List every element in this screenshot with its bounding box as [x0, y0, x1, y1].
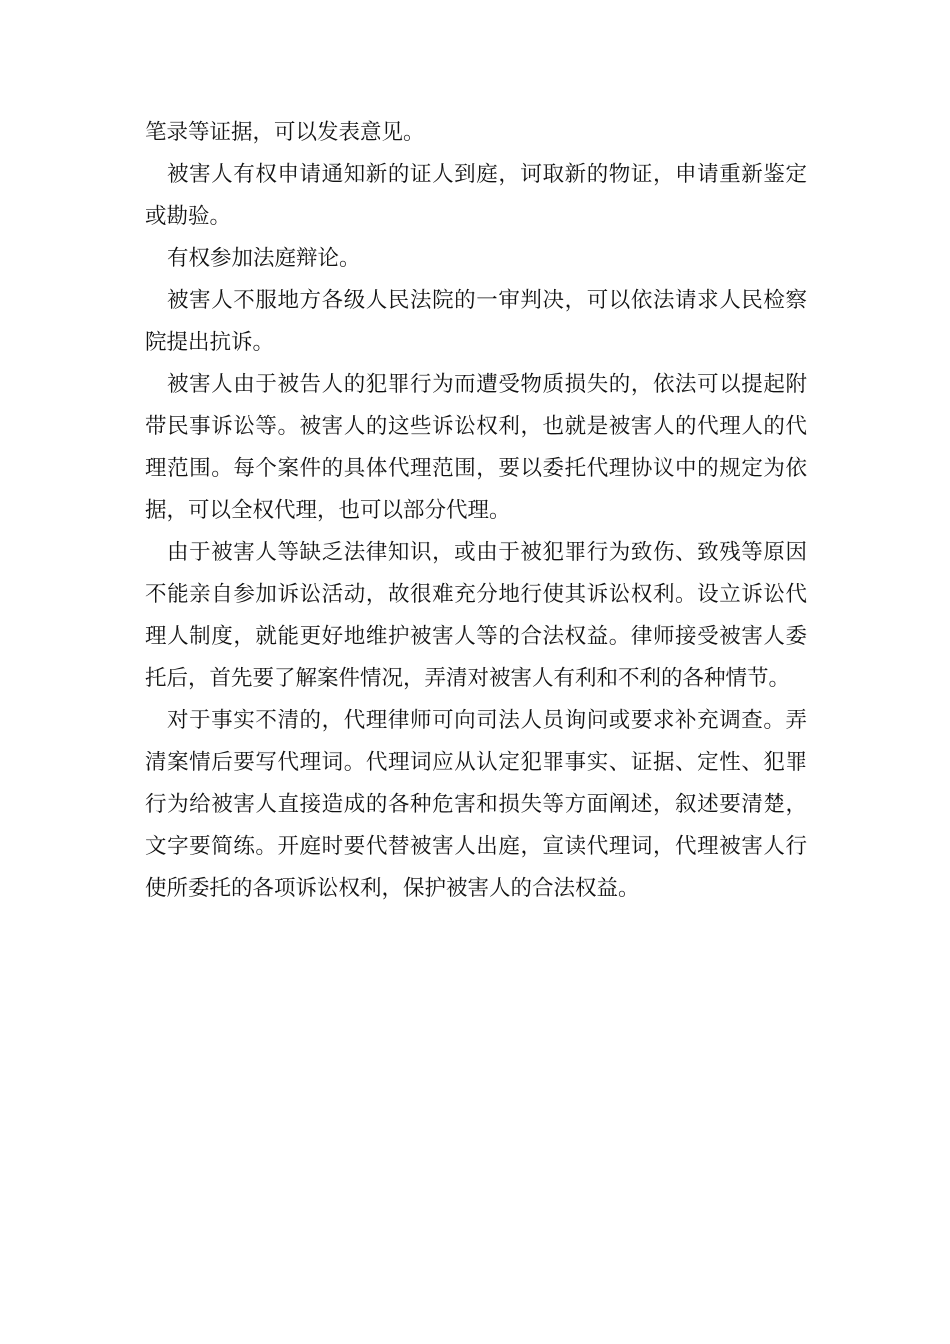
document-body — [145, 112, 807, 910]
paragraph-agent-duties: 对于事实不清的，代理律师可向司法人员询问或要求补充调查。弄清案情后要写代理词。代理词应从认定犯罪事实、证据、定性、犯罪行为给被害人直接造成的各种危害和损失等方面阐述，叙述要清楚，文字要简练。开庭时要代替被害人出庭，宣读代理词，代理被害人行使所委托的各项诉讼权利，保护被害人的合法权益。 — [145, 708, 807, 901]
paragraph-protest: 被害人不服地方各级人民法院的一审判决，可以依法请求人民检察院提出抗诉。 — [145, 288, 807, 355]
paragraph-agent-system: 由于被害人等缺乏法律知识，或由于被犯罪行为致伤、致残等原因不能亲自参加诉讼活动，故很难充分地行使其诉讼权利。设立诉讼代理人制度，就能更好地维护被害人等的合法权益。律师接受被害人委托后，首先要了解案件情况，弄清对被害人有利和不利的各种情节。 — [145, 540, 807, 691]
paragraph-new-evidence: 被害人有权申请通知新的证人到庭，诃取新的物证，申请重新鉴定或勘验。 — [145, 162, 807, 229]
paragraph-court-debate: 有权参加法庭辩论。 — [167, 246, 361, 271]
paragraph-civil-suit: 被害人由于被告人的犯罪行为而遭受物质损失的，依法可以提起附带民事诉讼等。被害人的这些诉讼权利，也就是被害人的代理人的代理范围。每个案件的具体代理范围，要以委托代理协议中的规定为依据，可以全权代理，也可以部分代理。 — [145, 372, 807, 523]
paragraph-continuation: 笔录等证据，可以发表意见。 — [145, 120, 425, 145]
